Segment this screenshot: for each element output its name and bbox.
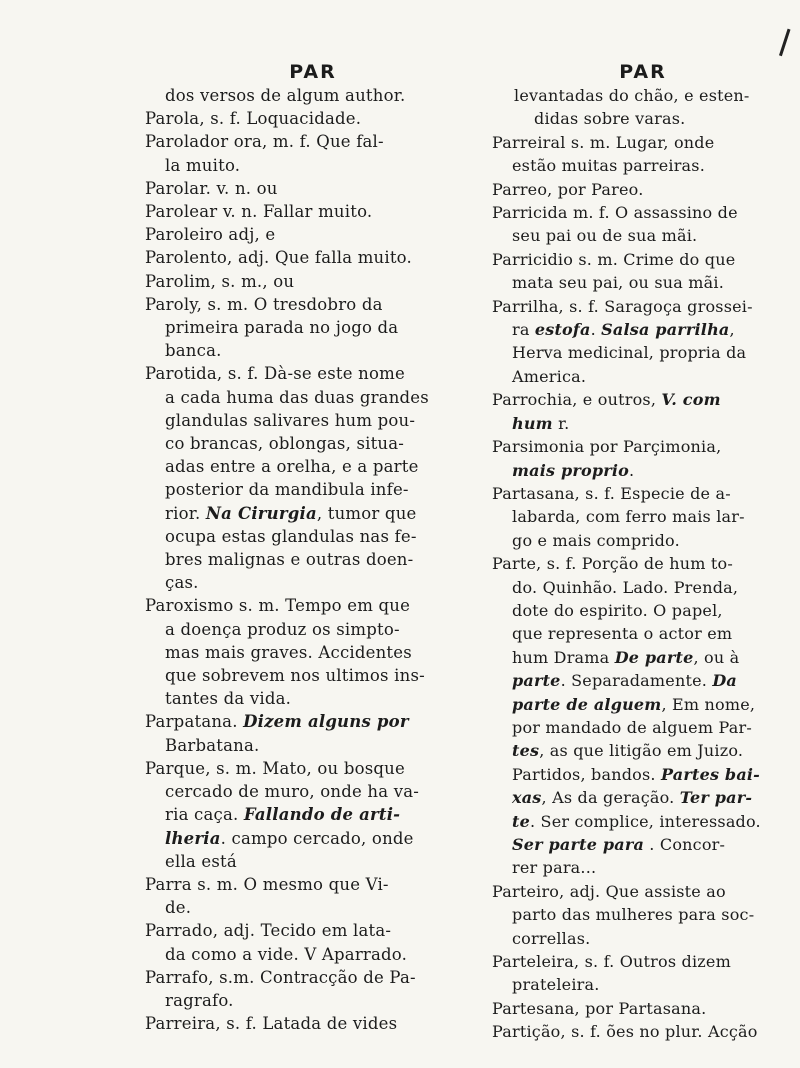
page-edge-mark [779,29,800,60]
entry-parteiro: Parteiro, adj. Que assiste ao parto das mulheres para soc- correllas. [492,881,755,948]
entry-parolar: Parolar. v. n. ou [145,178,278,198]
entry-parrilha: Parrilha, s. f. Saragoça grossei- ra estofa. Salsa parrilha, Herva medicinal, propria da America. [492,296,753,386]
entry-parque: Parque, s. m. Mato, ou bosque cercado de muro, onde ha va- ria caça. Fallando de arti- lheria. campo cercado, onde ella está [145,758,420,871]
right-column [492,60,794,1044]
entry-parolear: Parolear v. n. Fallar muito. [145,202,373,222]
entry-paroleiro: Paroleiro adj, e [145,225,276,245]
entry-parreiral: Parreiral s. m. Lugar, onde estão muitas parreiras. [492,132,715,176]
entry-parolador: Parolador ora, m. f. Que fal- la muito. [145,132,384,175]
entry-parricidio: Parricidio s. m. Crime do que mata seu pai, ou sua mãi. [492,249,736,293]
entry-paroly: Paroly, s. m. O tresdobro da primeira parada no jogo da banca. [145,294,399,361]
entry-parreira: Parreira, s. f. Latada de vides [145,1014,398,1034]
entry-parolento: Parolento, adj. Que falla muito. [145,248,412,268]
entry-particao: Partição, s. f. ões no plur. Acção [492,1022,758,1042]
right-running-head: PAR [619,61,667,83]
entry-parrochia: Parrochia, e outros, V. com hum r. [492,390,721,433]
entry-parola: Parola, s. f. Loquacidade. [145,109,362,129]
entry-parra: Parra s. m. O mesmo que Vi- de. [145,874,389,918]
entry-parreira-cont: levantadas do chão, e esten- didas sobre varas. [514,86,750,129]
entry-paroxismo: Paroxismo s. m. Tempo em que a doença produz os simpto- mas mais graves. Accidentes que sobrevem nos ultimos ins- tantes da vida. [145,596,425,709]
entry-parpatana: Parpatana. Dizem alguns por Barbatana. [145,712,409,755]
entry-parrafo: Parrafo, s.m. Contracção de Pa- ragrafo. [145,967,416,1010]
left-column [145,60,471,1035]
entry-continuation: dos versos de algum author. [165,86,406,105]
entry-parreo: Parreo, por Pareo. [492,179,644,199]
entry-partesana: Partesana, por Partasana. [492,998,707,1018]
entry-parotida: Parotida, s. f. Dà-se este nome a cada huma das duas grandes glandulas salivares hum pou- co brancas, oblongas, situa- adas entre a orelha, e a parte posterior da mandibula infe- rior. Na Cirurgia, tumor que ocupa estas glandulas nas fe- bres malignas e outras doen- ças. [145,364,429,593]
entry-parsimonia: Parsimonia por Parçimonia, mais proprio. [492,437,722,480]
entry-partasana: Partasana, s. f. Especie de a- labarda, com ferro mais lar- go e mais comprido. [492,483,745,550]
left-running-head: PAR [289,61,337,83]
entry-parricida: Parricida m. f. O assassino de seu pai ou de sua mãi. [492,203,738,246]
entry-parte: Parte, s. f. Porção de hum to- do. Quinhão. Lado. Prenda, dote do espirito. O papel, que representa o actor em hum Drama De parte, ou à parte. Separadamente. Da parte de alguem, Em nome, por mandado de alguem Par- tes, as que litigão em Juizo. Partidos, bandos. Partes bai- xas, As da geração. Ter par- te. Ser complice, interessado. Ser parte para . Concor- rer para... [492,554,761,878]
entry-parrado: Parrado, adj. Tecido em lata- da como a vide. V Aparrado. [145,921,408,964]
entry-parteleira: Parteleira, s. f. Outros dizem prateleira. [492,952,731,995]
entry-parolim: Parolim, s. m., ou [145,271,295,291]
